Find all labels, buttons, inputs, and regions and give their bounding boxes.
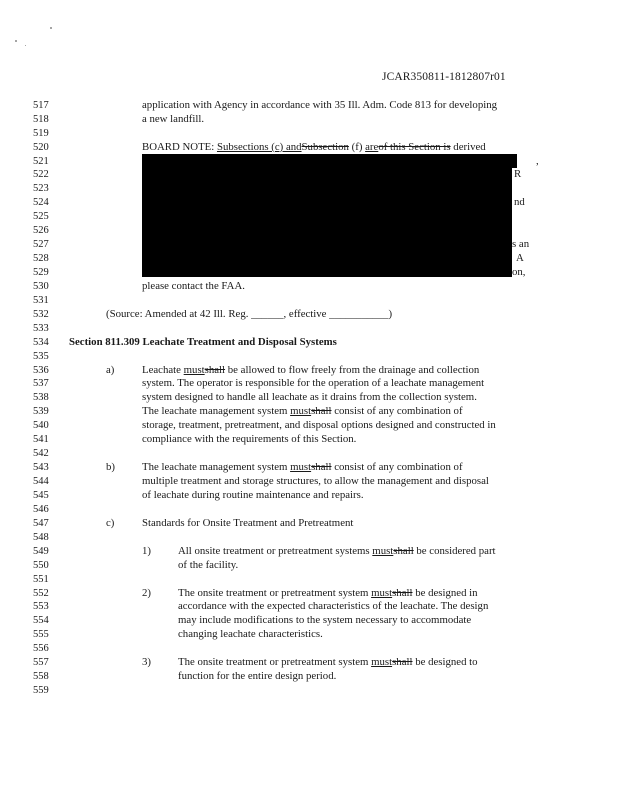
text-fragment: nd	[514, 196, 525, 208]
line-number: 532	[33, 309, 49, 320]
text-fragment: on,	[512, 266, 526, 278]
body-line	[142, 461, 463, 474]
body-line: application with Agency in accordance with 35 Ill. Adm. Code 813 for developing	[142, 99, 498, 111]
line-number: 558	[33, 671, 49, 682]
body-line: of the facility.	[178, 559, 239, 571]
line-number: 557	[33, 657, 49, 668]
body-line: system designed to handle all leachate as it drains from the collection system.	[142, 391, 477, 403]
line-number: 540	[33, 420, 49, 431]
line-number: 517	[33, 100, 49, 111]
body-line: system. The operator is responsible for the operation of a leachate management	[142, 377, 485, 389]
line-number: 522	[33, 169, 49, 180]
text-run: consist of any combination of	[331, 461, 463, 473]
line-number: 534	[33, 337, 49, 348]
board-note-line	[142, 141, 486, 154]
inserted-text: must	[371, 587, 393, 599]
inserted-text: must	[371, 656, 393, 668]
subsection-label: c)	[106, 517, 115, 529]
body-line	[178, 587, 478, 600]
line-number: 525	[33, 211, 49, 222]
line-number: 520	[33, 142, 49, 153]
body-line	[142, 405, 463, 418]
deleted-text: shall	[392, 587, 413, 599]
deleted-text: shall	[392, 656, 413, 668]
line-number: 556	[33, 643, 49, 654]
line-number: 555	[33, 629, 49, 640]
text-fragment: A	[516, 252, 524, 264]
body-line: function for the entire design period.	[178, 670, 337, 682]
line-number: 529	[33, 267, 49, 278]
line-number: 528	[33, 253, 49, 264]
body-line: storage, treatment, pretreatment, and disposal options designed and constructed in	[142, 419, 496, 431]
deleted-text: shall	[311, 461, 332, 473]
text-run: The leachate management system	[142, 461, 291, 473]
line-number: 554	[33, 615, 49, 626]
deleted-text: shall	[311, 405, 332, 417]
document-id: JCAR350811-1812807r01	[382, 71, 506, 83]
line-number: 530	[33, 281, 49, 292]
subsection-label: a)	[106, 364, 115, 376]
line-number: 545	[33, 490, 49, 501]
deleted-text: shall	[204, 364, 226, 376]
text-run: consist of any combination of	[331, 405, 463, 417]
line-number: 524	[33, 197, 49, 208]
text-run: The leachate management system	[142, 405, 291, 417]
line-number: 523	[33, 183, 49, 194]
inserted-text: Subsections (c) and	[216, 141, 302, 153]
line-number: 535	[33, 351, 49, 362]
body-line: may include modifications to the system necessary to accommodate	[178, 614, 472, 626]
line-number: 531	[33, 295, 49, 306]
line-number: 526	[33, 225, 49, 236]
body-line: accordance with the expected characteristics of the leachate. The design	[178, 600, 489, 612]
text-run: be designed to	[412, 656, 478, 668]
scan-speck	[50, 27, 52, 29]
section-title: Section 811.309 Leachate Treatment and Disposal Systems	[69, 336, 337, 348]
board-note-mid: (f)	[348, 141, 366, 153]
line-number: 550	[33, 560, 49, 571]
text-run: be designed in	[412, 587, 478, 599]
line-number: 518	[33, 114, 49, 125]
inserted-text: must	[290, 405, 312, 417]
line-number: 537	[33, 378, 49, 389]
text-run: The onsite treatment or pretreatment system	[178, 587, 372, 599]
line-number: 541	[33, 434, 49, 445]
body-line: please contact the FAA.	[142, 280, 245, 292]
body-line: multiple treatment and storage structures, to allow the management and disposal	[142, 475, 489, 487]
line-number: 552	[33, 588, 49, 599]
line-number: 559	[33, 685, 49, 696]
text-run: The onsite treatment or pretreatment system	[178, 656, 372, 668]
text-fragment: R	[514, 168, 522, 180]
text-fragment: ,	[536, 155, 539, 167]
body-line: a new landfill.	[142, 113, 205, 125]
item-label: 2)	[142, 587, 151, 599]
source-note: (Source: Amended at 42 Ill. Reg. ______, effective ___________)	[106, 308, 393, 320]
inserted-text: must	[183, 364, 205, 376]
line-number: 543	[33, 462, 49, 473]
inserted-text: are	[365, 141, 379, 153]
line-number: 539	[33, 406, 49, 417]
body-line: of leachate during routine maintenance and repairs.	[142, 489, 364, 501]
redaction-block	[142, 154, 517, 168]
deleted-text: shall	[393, 545, 414, 557]
line-number: 521	[33, 156, 49, 167]
inserted-text: must	[290, 461, 312, 473]
subsection-title: Standards for Onsite Treatment and Pretreatment	[142, 517, 354, 529]
board-note-tail: derived	[450, 141, 486, 153]
line-number: 542	[33, 448, 49, 459]
item-label: 3)	[142, 656, 151, 668]
body-line	[142, 364, 479, 377]
body-line: compliance with the requirements of this Section.	[142, 433, 357, 445]
line-number: 533	[33, 323, 49, 334]
line-number: 538	[33, 392, 49, 403]
subsection-label: b)	[106, 461, 115, 473]
deleted-text: of this Section is	[378, 141, 451, 153]
line-number: 548	[33, 532, 49, 543]
item-label: 1)	[142, 545, 151, 557]
line-number: 544	[33, 476, 49, 487]
body-line: changing leachate characteristics.	[178, 628, 323, 640]
redaction-block	[142, 154, 512, 277]
line-number: 547	[33, 518, 49, 529]
text-run: Leachate	[142, 364, 184, 376]
line-number: 546	[33, 504, 49, 515]
line-number: 536	[33, 365, 49, 376]
line-number: 519	[33, 128, 49, 139]
board-note-prefix: BOARD NOTE:	[142, 141, 217, 153]
line-number: 553	[33, 601, 49, 612]
text-fragment: s an	[512, 238, 530, 250]
deleted-text: Subsection	[301, 141, 349, 153]
scan-speck	[25, 45, 26, 46]
text-run: be considered part	[413, 545, 496, 557]
scan-speck	[15, 40, 17, 42]
line-number: 551	[33, 574, 49, 585]
body-line	[178, 656, 478, 669]
body-line	[178, 545, 496, 558]
inserted-text: must	[372, 545, 394, 557]
line-number: 549	[33, 546, 49, 557]
text-run: All onsite treatment or pretreatment systems	[178, 545, 373, 557]
text-run: be allowed to flow freely from the drainage and collection	[225, 364, 480, 376]
line-number: 527	[33, 239, 49, 250]
